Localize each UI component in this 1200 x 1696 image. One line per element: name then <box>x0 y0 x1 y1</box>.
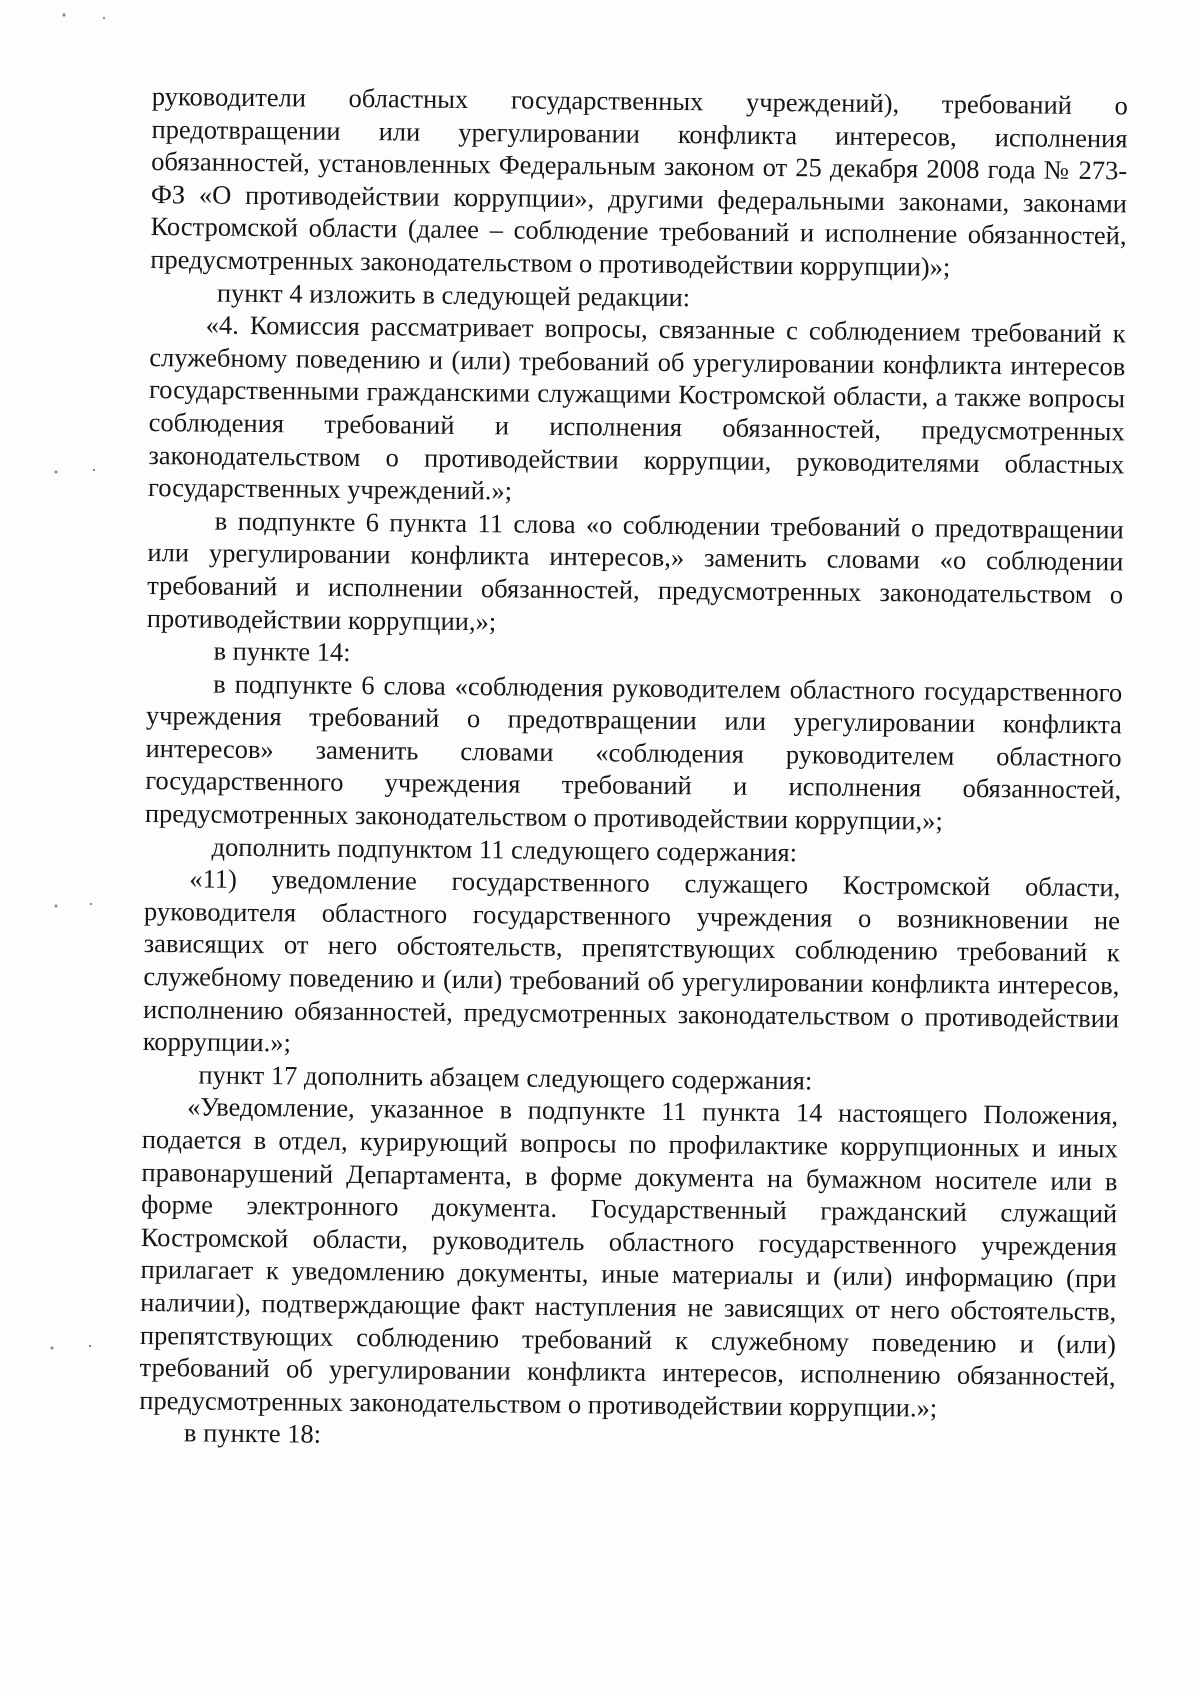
paragraph-item-17-intro: пункт 17 дополнить абзацем следующего содержания: <box>198 1059 813 1096</box>
document-body <box>139 80 1128 1458</box>
scan-speck <box>93 469 95 471</box>
scan-speck <box>103 17 105 19</box>
scan-speck <box>55 905 58 908</box>
paragraph-item-14-add-intro: дополнить подпунктом 11 следующего содержания: <box>211 831 798 867</box>
scan-speck <box>55 471 58 474</box>
scan-speckles <box>0 0 140 1696</box>
paragraph-item-14-subitem-11: «11) уведомление государственного служащего Костромской области, руководителя областного государственного учреждения о возникновении не зависящих от него обстоятельств, препятствующих соблюдению требований к служебному поведению и (или) требований об урегулировании конфликта интересов, исполнению обязанностей, предусмотренных законодательством о противодействии коррупции.»; <box>142 863 1121 1058</box>
paragraph-item-18-intro: в пункте 18: <box>183 1417 322 1450</box>
paragraph-item-11-amendment: в подпункте 6 пункта 11 слова «о соблюдении требований о предотвращении или урегулировании конфликта интересов,» заменить словами «о соблюдении требований и исполнении обязанностей, предусмотренных законодательством о противодействии коррупции,»; <box>146 505 1124 636</box>
scan-speck <box>89 1345 91 1347</box>
scan-speck <box>51 1347 54 1350</box>
scan-speck <box>62 13 65 16</box>
paragraph-item-4-text: «4. Комиссия рассматривает вопросы, связанные с соблюдением требований к служебному поведению и (или) требований об урегулировании конфликта интересов государственными гражданскими служащими Костромской области, а также вопросы соблюдения требований и исполнения обязанностей, предусмотренных законодательством о противодействии коррупции, руководителями областных государственных учреждений.»; <box>147 309 1126 506</box>
paragraph-continuation: руководители областных государственных учреждений), требований о предотвращении или урегулировании конфликта интересов, исполнения обязанностей, установленных Федеральным законом от 25 декабря 2008 года № 273-ФЗ «О противодействии коррупции», другими федеральными законами, законами Костромской области (далее – соблюдение требований и исполнение обязанностей, предусмотренных законодательством о противодействии коррупции)»; <box>150 80 1128 282</box>
paragraph-item-4-intro: пункт 4 изложить в следующей редакции: <box>216 277 691 312</box>
paragraph-item-17-text: «Уведомление, указанное в подпункте 11 пункта 14 настоящего Положения, подается в отдел, курирующий вопросы по профилактике коррупционных и иных правонарушений Департамента, в форме документа на бумажном носителе или в форме электронного документа. Государственный гражданский служащий Костромской области, руководитель областного государственного учреждения прилагает к уведомлению документы, иные материалы и (или) информацию (при наличии), подтверждающие факт наступления не зависящих от него обстоятельств, препятствующих соблюдению требований к служебному поведению и (или) требований об урегулировании конфликта интересов, исполнению обязанностей, предусмотренных законодательством о противодействии коррупции.»; <box>139 1091 1119 1423</box>
scan-speck <box>90 903 92 905</box>
paragraph-item-14-subitem-6: в подпункте 6 слова «соблюдения руководителем областного государственного учреждения требований о предотвращении или урегулировании конфликта интересов» заменить словами «соблюдения руководителем областного государственного учреждения требований и исполнения обязанностей, предусмотренных законодательством о противодействии коррупции,»; <box>144 668 1123 836</box>
paragraph-item-14-intro: в пункте 14: <box>213 635 351 668</box>
